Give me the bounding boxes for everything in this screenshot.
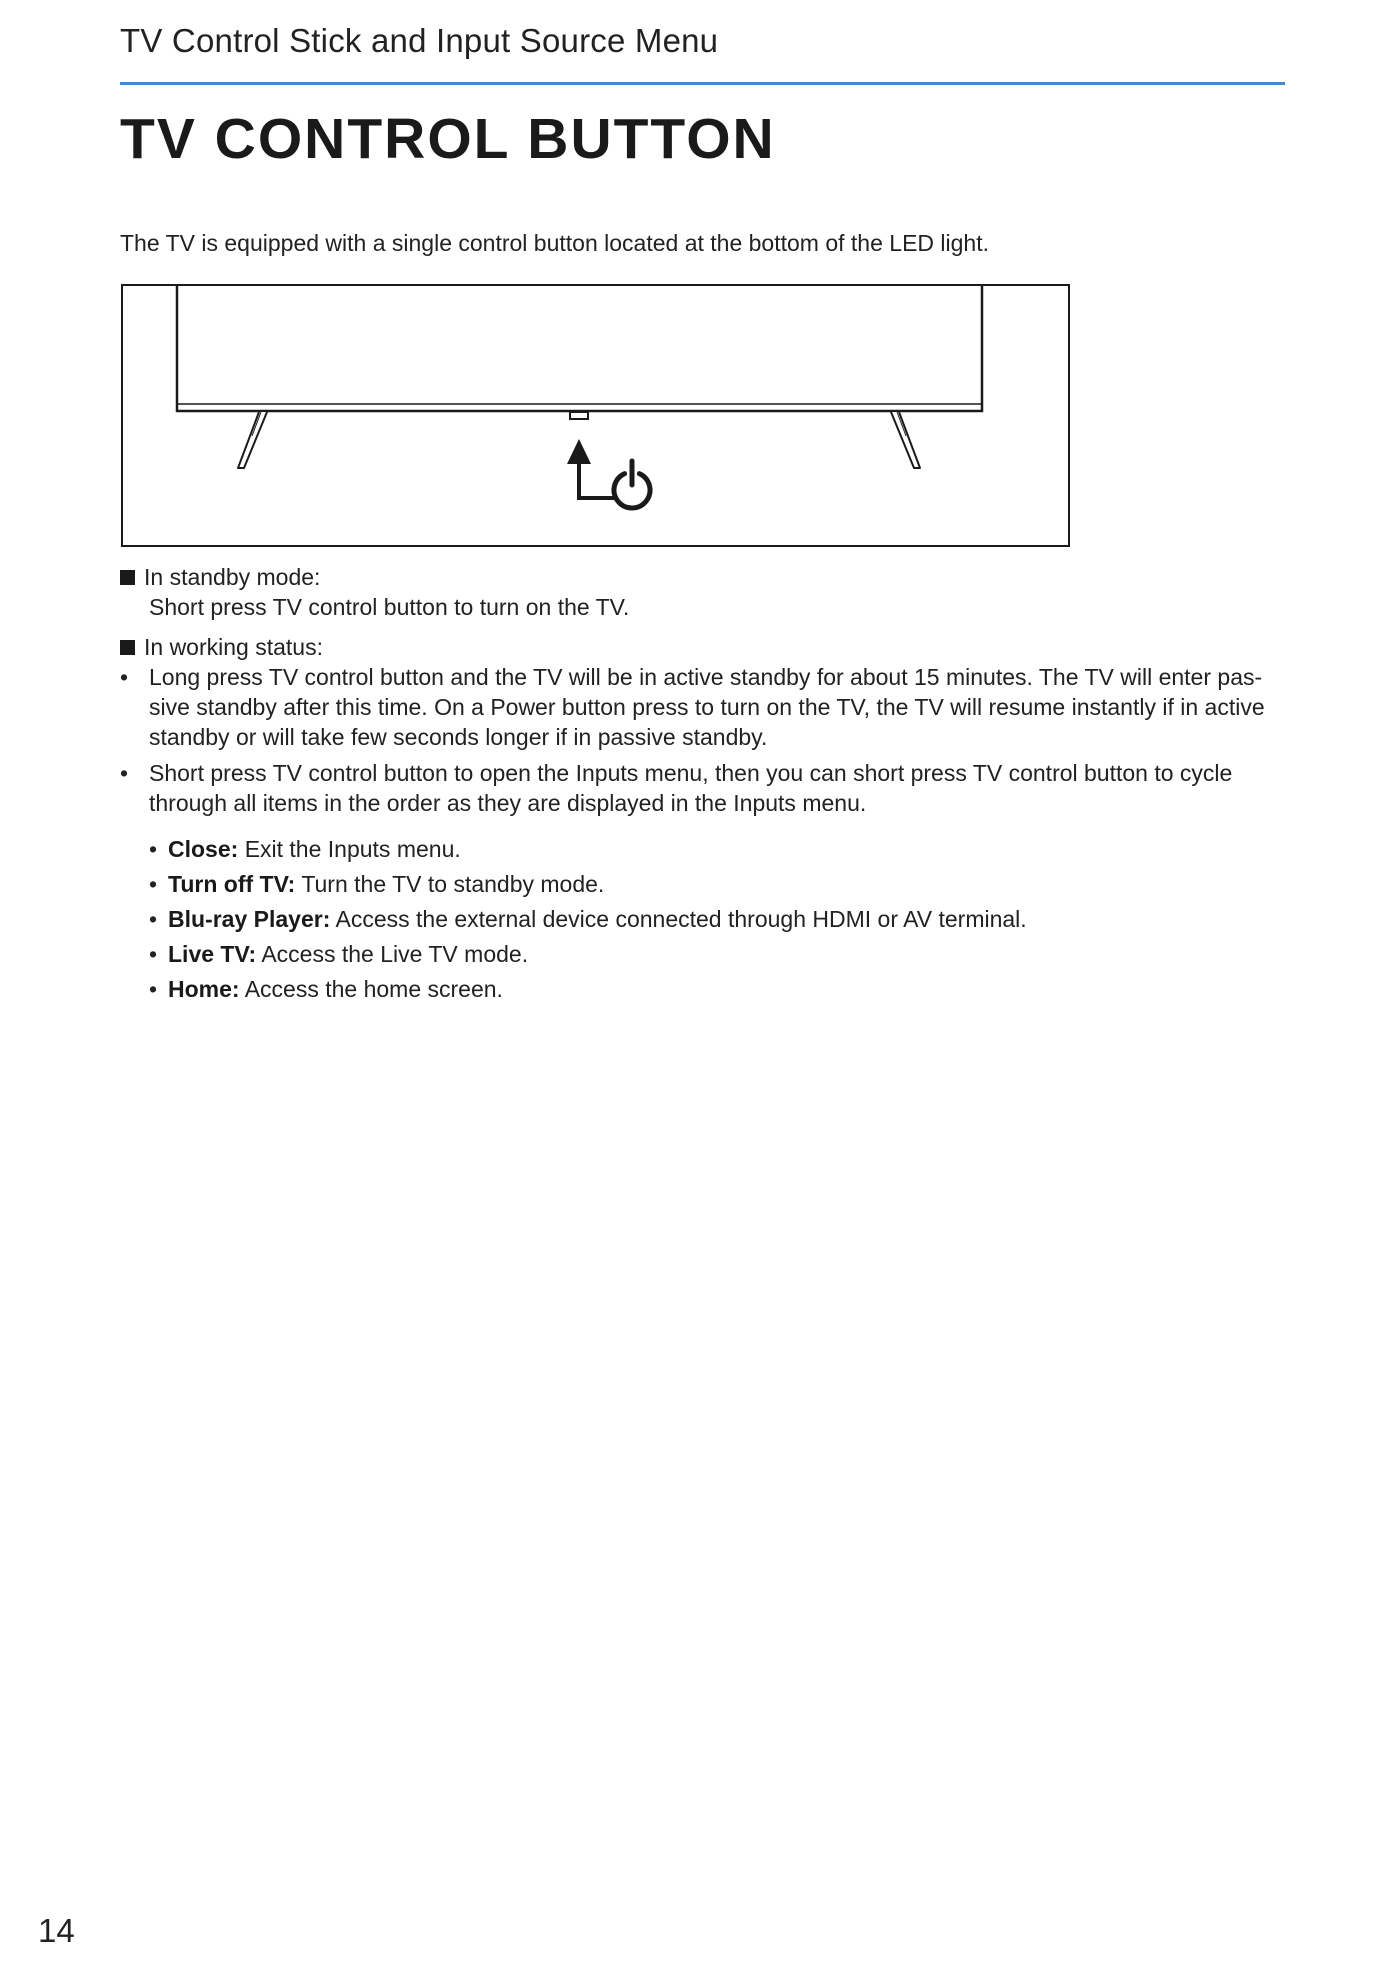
working-heading-text: In working status: [144,634,323,660]
bullet-icon: • [149,906,158,932]
inputs-item-desc: Access the external device connected through HDMI or AV terminal. [335,906,1027,932]
inputs-item-desc: Access the Live TV mode. [261,941,529,967]
intro-paragraph: The TV is equipped with a single control button located at the bottom of the LED light. [120,230,989,256]
square-bullet-icon [120,570,135,585]
running-header: TV Control Stick and Input Source Menu [120,22,719,59]
inputs-item-turn-off-tv [149,869,1288,899]
power-icon [614,461,650,508]
header-rule [120,82,1285,85]
bullet-icon: • [149,836,158,862]
control-button [570,412,588,419]
inputs-item-desc: Turn the TV to standby mode. [301,871,605,897]
page-title: TV CONTROL BUTTON [120,107,776,171]
working-heading [120,632,1288,662]
inputs-item-blu-ray-player [149,904,1288,934]
inputs-item-home [149,974,1288,1004]
bullet-icon: • [120,760,129,786]
tv-illustration [123,286,1068,545]
list-item [120,758,1288,818]
bullet-icon: • [149,941,158,967]
square-bullet-icon [120,640,135,655]
tv-diagram [121,284,1070,547]
standby-heading-text: In standby mode: [144,564,321,590]
inputs-item-desc: Access the home screen. [244,976,503,1002]
inputs-item-desc: Exit the Inputs menu. [244,836,461,862]
inputs-item-term: Home: [168,976,240,1002]
bullet-icon: • [149,871,158,897]
list-item [120,662,1288,752]
instructions [120,562,1288,1009]
standby-heading [120,562,1288,592]
page-number: 14 [38,1912,75,1949]
inputs-item-term: Live TV: [168,941,257,967]
inputs-item-close [149,834,1288,864]
standby-text: Short press TV control button to turn on the TV. [149,594,630,620]
tv-right-leg [891,412,920,468]
inputs-item-term: Close: [168,836,239,862]
inputs-item-term: Blu-ray Player: [168,906,331,932]
bullet-icon: • [149,976,158,1002]
list-item-text: Long press TV control button and the TV will be in active standby for about 15 minutes. The TV will enter pas-sive standby after this time. On a Power button press to turn on the TV, the TV will resume instantly if in active standby or will take few seconds longer if in passive standby. [149,664,1265,750]
bullet-icon: • [120,664,129,690]
list-item-text: Short press TV control button to open the Inputs menu, then you can short press TV control button to cycle through all items in the order as they are displayed in the Inputs menu. [149,760,1233,816]
tv-left-leg [238,412,267,468]
tv-screen [177,286,982,411]
inputs-item-term: Turn off TV: [168,871,296,897]
inputs-item-live-tv [149,939,1288,969]
arrow-up-icon [567,439,617,498]
inputs-menu-list [120,834,1288,1004]
